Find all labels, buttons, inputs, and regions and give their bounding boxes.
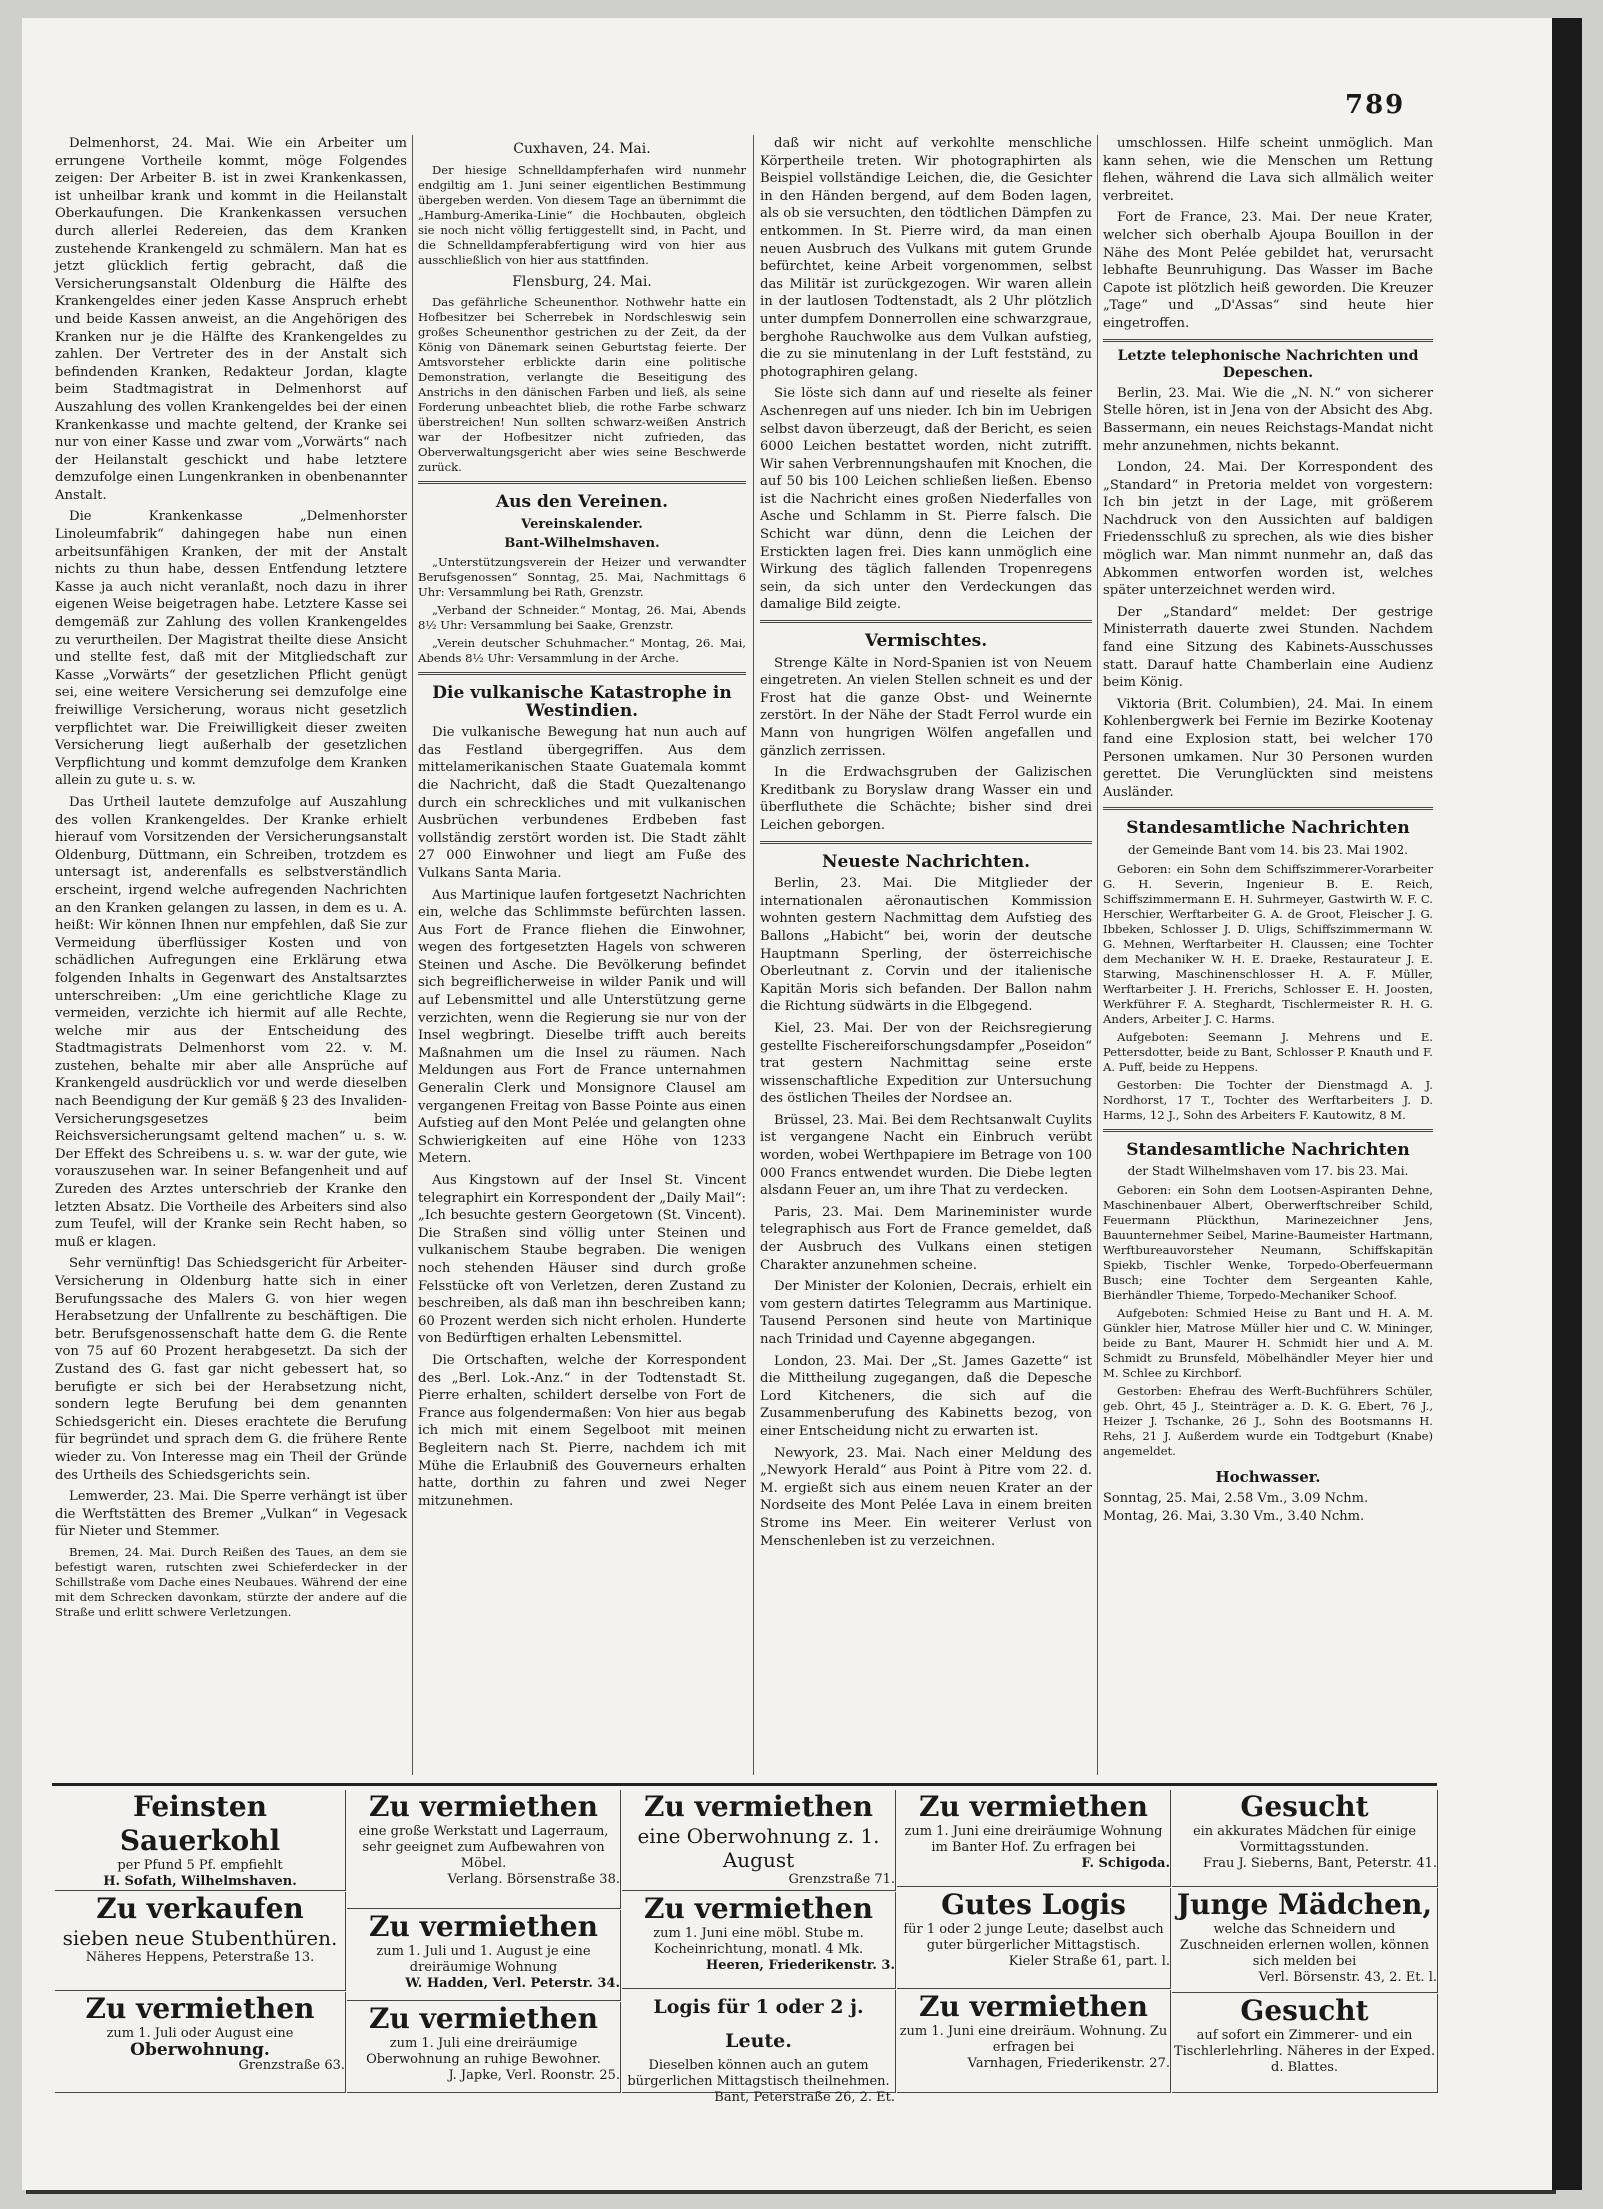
ad-signature: Verlang. Börsenstraße 38.	[447, 1872, 620, 1887]
book-binding-edge	[1552, 18, 1582, 2190]
article-text: Aus Martinique laufen fortgesetzt Nachrichten ein, welche das Schlimmste befürchten lassen. Aus Fort de France fliehen die Einwohner, wegen des fortgesetzten Hagels von schweren Steinen und Asche. Die Bevölkerung befindet sich begreiflicherweise in wilder Panik und will auf Lebensmittel und alle Unterstützung gerne verzichten, wenn die Regierung sie nur von der Insel wegbringt. Dieselbe trifft auch bereits Maßnahmen um die Insel zu räumen. Nach Meldungen aus Fort de France unternahmen Generalin Clerk und Monsignore Clausel am vergangenen Freitag von Basse Pointe aus einen Aufstieg auf den Mont Pelée und gelangten ohne Schwierigkeiten auf eine Höhe von 1233 Metern.	[418, 887, 747, 1167]
ad-oberwohnung-juli	[347, 2002, 621, 2093]
club-entry: „Unterstützungsverein der Heizer und verwandter Berufsgenossen“ Sonntag, 25. Mai, Nachmittags 6 Uhr: Versammlung bei Rath, Grenzstr.	[418, 554, 746, 599]
ad-text: zum 1. Juni eine dreiräumige Wohnung im Banter Hof. Zu erfragen bei	[904, 1824, 1163, 1855]
column-1	[55, 135, 407, 1624]
page-number: 789	[1345, 90, 1406, 120]
club-entry: „Verband der Schneider.“ Montag, 26. Mai, Abends 8½ Uhr: Versammlung bei Saake, Grenzstr.	[418, 602, 746, 632]
article-text: Sie löste sich dann auf und rieselte als feiner Aschenregen auf uns nieder. Ich bin im Uebrigen selbst davon überzeugt, daß der Bericht, es seien 6000 Leichen bestattet worden, nicht zutrifft. Wir sahen Verbrennungshaufen mit Knochen, die auf 50 bis 100 Leichen schließen ließen. Ebenso ist die Nachricht eines großen Niederfalles von Asche und Schlamm in St. Pierre falsch. Die Schicht war dünn, denn die Leichen der Erstickten lagen frei. Dies kann unmöglich eine Wirkung des täglich fallenden Tropenregens sein, da sich unter den Verdeckungen das damalige Bild zeigte.	[760, 386, 1092, 613]
ad-headline: Feinsten Sauerkohl	[119, 1790, 281, 1857]
tide-line: Sonntag, 25. Mai, 2.58 Vm., 3.09 Nchm.	[1103, 1491, 1369, 1507]
ad-wohnung-juli	[347, 1910, 621, 2001]
ad-headline: Gesucht	[1240, 1994, 1369, 2027]
ad-signature: Grenzstraße 71.	[788, 1872, 895, 1887]
article-text: Das gefährliche Scheunenthor. Nothwehr hatte ein Hofbesitzer bei Scherrebek in Nordschleswig sein großes Scheunenthor gestrichen zu der Zeit, da der König von Dänemark seinen Geburtstag feierte. Der Amtsvorsteher erblickte darin eine politische Demonstration, verlangte die Beseitigung des Anstrichs in den dänischen Farben und ließ, als seine Forderung unbeachtet blieb, die rothe Farbe schwarz überstreichen! Nun sollten schwarz-weißen Anstrich war der Hofbesitzer nicht zufrieden, das Oberverwaltungsgericht aber wies seine Beschwerde zurück.	[418, 295, 746, 475]
registry-entry: Gestorben: Die Tochter der Dienstmagd A. J. Nordhorst, 17 T., Tochter des Werftarbeiters J. D. Harms, 12 J., Sohn des Arbeiters F. Kautowitz, 8 M.	[1103, 1077, 1433, 1122]
ad-text: ein akkurates Mädchen für einige Vormittagsstunden.	[1192, 1824, 1417, 1855]
ad-text: welche das Schneidern und Zuschneiden erlernen wollen, können sich melden bei	[1179, 1922, 1430, 1969]
section-heading: Vermischtes.	[864, 631, 988, 652]
ad-dreiraeum-wohnung	[897, 1990, 1171, 2093]
ad-headline: Logis für 1 oder 2 j. Leute.	[653, 1996, 864, 2052]
ad-headline: Junge Mädchen,	[1176, 1888, 1433, 1921]
dateline: Flensburg, 24. Mai.	[512, 273, 652, 290]
section-heading: Standesamtliche Nachrichten	[1126, 1139, 1410, 1160]
section-heading: Letzte telephonische Nachrichten und Depeschen.	[1117, 347, 1419, 382]
article-text: London, 23. Mai. Der „St. James Gazette“ ist die Mittheilung zugegangen, daß die Depesche Lord Kitcheners, die sich auf die Zusammenberufung des Kabinetts bezog, von einer Entscheidung nicht zu erwarten ist.	[760, 1353, 1092, 1439]
column-3	[760, 135, 1092, 1554]
article-text: Strenge Kälte in Nord-Spanien ist von Neuem eingetreten. An vielen Stellen schneit es und der Frost hat die ganze Obst- und Weinernte zerstört. In der Nähe der Stadt Ferrol wurde ein Mann von hungrigen Wölfen angefallen und gänzlich zerrissen.	[760, 655, 1092, 759]
article-text: Viktoria (Brit. Columbien), 24. Mai. In einem Kohlenbergwerk bei Fernie im Bezirke Kootenay fand eine Explosion statt, bei welcher 170 Personen umkamen. Nur 30 Personen wurden gerettet. Die Verunglückten sind meistens Ausländer.	[1103, 696, 1433, 800]
ad-werkstatt	[347, 1790, 621, 1909]
divider	[760, 620, 1092, 623]
article-text: Fort de France, 23. Mai. Der neue Krater, welcher sich oberhalb Ajoupa Bouillon in der Nähe des Mont Pelée gebildet hat, verursacht lebhafte Beunruhigung. Das Wasser im Bache Capote ist plötzlich heiß geworden. Die Kreuzer „Tage“ und „D'Assas“ sind heute hier eingetroffen.	[1103, 210, 1433, 331]
section-heading: Standesamtliche Nachrichten	[1126, 818, 1410, 839]
dateline: Cuxhaven, 24. Mai.	[513, 141, 651, 157]
ad-text: per Pfund 5 Pf. empfiehlt	[117, 1858, 283, 1873]
section-subheading: Bant-Wilhelmshaven.	[504, 536, 660, 552]
section-heading: Aus den Vereinen.	[495, 492, 669, 513]
article-text: Brüssel, 23. Mai. Bei dem Rechtsanwalt Cuylits ist vergangene Nacht ein Einbruch verübt worden, wobei Werthpapiere im Betrage von 100 000 Francs entwendet wurden. Die Diebe legten alsdann Feuer an, um ihre That zu verdecken.	[760, 1112, 1092, 1199]
column-4	[1103, 135, 1433, 1526]
section-subheading: der Stadt Wilhelmshaven vom 17. bis 23. Mai.	[1127, 1164, 1409, 1179]
ad-text: eine große Werkstatt und Lagerraum, sehr geeignet zum Aufbewahren von Möbel.	[358, 1824, 609, 1871]
ad-text: zum 1. Juni eine möbl. Stube m. Kocheinrichtung, monatl. 4 Mk.	[653, 1926, 864, 1957]
article-text: Berlin, 23. Mai. Wie die „N. N.“ von sicherer Stelle hören, ist in Jena von der Absicht des Abg. Bassermann, ein neues Reichstags-Mandat nicht mehr anzunehmen, nichts bekannt.	[1103, 385, 1433, 454]
article-text: Newyork, 23. Mai. Nach einer Meldung des „Newyork Herald“ aus Point à Pitre vom 22. d. M. ergießt sich aus einem neuen Krater an der Nordseite des Mont Pelée Lava in einem breiten Strome ins Meer. Ein weiterer Verlust von Menschenleben ist zu verzeichnen.	[760, 1445, 1092, 1549]
ad-headline: Zu vermiethen	[644, 1790, 873, 1823]
section-subheading: der Gemeinde Bant vom 14. bis 23. Mai 1902.	[1128, 842, 1408, 857]
column-rule	[1097, 135, 1098, 1775]
ad-oberwohnung-august	[622, 1790, 896, 1891]
ad-headline: Zu vermiethen	[919, 1990, 1148, 2023]
ad-gesucht-maedchen	[1172, 1790, 1438, 1887]
ad-text: zum 1. Juli eine dreiräumige Oberwohnung an ruhige Bewohner.	[366, 2036, 601, 2067]
ad-signature: Bant, Peterstraße 26, 2. Et.	[714, 2090, 895, 2105]
article-text: London, 24. Mai. Der Korrespondent des „Standard“ in Pretoria meldet von vorgestern: Ich bin jetzt in der Lage, mit größerem Nachdruck von den Aussichten auf baldigen Friedensschluß zu sprechen, als wie dies bisher möglich war. Man nimmt nunmehr an, daß das Abkommen entworfen worden ist, welches später unterzeichnet werden wird.	[1103, 460, 1433, 599]
ad-banter-hof	[897, 1790, 1171, 1887]
ad-text: eine Oberwohnung z. 1. August	[637, 1824, 880, 1872]
ad-signature: Kieler Straße 61, part. l.	[1008, 1954, 1170, 1969]
ad-signature: Heeren, Friederikenstr. 3.	[706, 1958, 895, 1973]
ad-oberwohnung	[55, 1992, 346, 2093]
tide-line: Montag, 26. Mai, 3.30 Vm., 3.40 Nchm.	[1103, 1508, 1365, 1524]
divider	[418, 672, 746, 675]
ad-headline: Zu vermiethen	[85, 1992, 315, 2025]
ad-signature: W. Hadden, Verl. Peterstr. 34.	[405, 1976, 620, 1991]
section-heading: Hochwasser.	[1215, 1467, 1321, 1486]
ad-headline: Zu vermiethen	[369, 1910, 598, 1943]
article-text: Die Krankenkasse „Delmenhorster Linoleumfabrik“ dahingegen habe nun einen arbeitsunfähigen Kranken, der mit der Anstalt nichts zu thun habe, dessen Entfendung letztere Kasse ja auch nicht veranlaßt, noch dazu in ihrer eigenen Weise beigetragen habe. Letztere Kasse sei demgemäß zur Zahlung des vollen Krankengeldes zu verurtheilen. Der Magistrat theilte diese Ansicht und stellte fest, daß mit der Mitgliedschaft zur Kasse „Vorwärts“ der gesetzlichen Pflicht genügt sei, eine weitere Versicherung sei demzufolge eine freiwillige Versicherung, woraus nicht gesetzlich verpflichtet war. Die Freiwilligkeit dieser zweiten Versicherung liegt außerhalb der gesetzlichen Verpflichtung und kommt demzufolge dem Kranken allein zu gute u. s. w.	[55, 509, 407, 789]
ad-signature: H. Sofath, Wilhelmshaven.	[103, 1874, 297, 1889]
ad-signature: Grenzstraße 63.	[238, 2058, 345, 2073]
article-text: Lemwerder, 23. Mai. Die Sperre verhängt ist über die Werftstätten des Bremer „Vulkan“ in Vegesack für Nieter und Stemmer.	[55, 1489, 407, 1540]
ad-gutes-logis	[897, 1888, 1171, 1989]
column-2	[418, 135, 746, 1514]
registry-entry: Aufgeboten: Seemann J. Mehrens und E. Pettersdotter, beide zu Bant, Schlosser P. Knauth und F. A. Puff, beide zu Heppens.	[1103, 1029, 1433, 1074]
article-text: Sehr vernünftig! Das Schiedsgericht für Arbeiter-Versicherung in Oldenburg hatte sich in einer Berufungssache des Malers G. von hier wegen Herabsetzung der Unfallrente zu beschäftigen. Die betr. Berufsgenossenschaft hatte dem G. die Rente von 75 auf 60 Prozent herabgesetzt. Da sich der Zustand des G. fast gar nicht gebessert hat, so berufigte er sich bei der Herabsetzung nicht, sondern legte Berufung bei dem genannten Schiedsgericht ein. Dieses erachtete die Berufung für begründet und sprach dem G. die frühere Rente wieder zu. Von Interesse mag ein Theil der Gründe des Urtheils des Schiedsgerichts sein.	[55, 1256, 407, 1483]
ad-text: zum 1. Juli und 1. August je eine dreiräumige Wohnung	[376, 1944, 591, 1975]
club-entry: „Verein deutscher Schuhmacher.“ Montag, 26. Mai, Abends 8½ Uhr: Versammlung in der Arche.	[418, 635, 746, 665]
divider	[418, 481, 746, 484]
column-rule	[412, 135, 413, 1775]
registry-entry: Aufgeboten: Schmied Heise zu Bant und H. A. M. Günkler hier, Matrose Müller hier und C. W. Mininger, beide zu Bant, Maurer H. Schmidt hier und A. M. Schmidt zu Brunsfeld, Möbelhändler Meyer hier und M. Schlee zu Kirchborf.	[1103, 1305, 1433, 1380]
ad-text: für 1 oder 2 junge Leute; daselbst auch guter bürgerlicher Mittagstisch.	[903, 1922, 1164, 1953]
ad-signature: J. Japke, Verl. Roonstr. 25.	[448, 2068, 620, 2083]
ad-headline: Zu vermiethen	[369, 1790, 598, 1823]
ad-junge-maedchen	[1172, 1888, 1438, 1993]
section-subheading: Vereinskalender.	[521, 516, 643, 532]
ad-text: sieben neue Stubenthüren.	[62, 1926, 338, 1950]
ad-text: zum 1. Juli oder August eine	[106, 2026, 294, 2041]
ad-text: auf sofort ein Zimmerer- und ein Tischlerlehrling. Näheres in der Exped. d. Blattes.	[1173, 2028, 1436, 2075]
ad-moebl-stube	[622, 1892, 896, 1989]
ad-text: zum 1. Juni eine dreiräum. Wohnung. Zu erfragen bei	[899, 2024, 1168, 2055]
registry-entry: Gestorben: Ehefrau des Werft-Buchführers Schüler, geb. Ohrt, 45 J., Steinträger a. D. K. G. Ebert, 76 J., Heizer J. Tschanke, 26 J., Sohn des Bootsmanns H. Rehs, 21 J. Außerdem wurde ein Todtgeburt (Knabe) angemeldet.	[1103, 1383, 1433, 1458]
registry-entry: Geboren: ein Sohn dem Lootsen-Aspiranten Dehne, Maschinenbauer Albert, Oberwerftschreiber Schild, Feuermann Plückthun, Marinezeichner Jens, Bauunternehmer Seibel, Marine-Baumeister Hartmann, Werftbureauvorsteher Neumann, Schiffskapitän Spiekb, Tischler Wenke, Torpedo-Oberfeuermann Busch; eine Tochter dem Sergeanten Kahle, Bierhändler Thieme, Torpedo-Mechaniker Schoof.	[1103, 1182, 1433, 1302]
ad-signature: Näheres Heppens, Peterstraße 13.	[85, 1950, 315, 1965]
ad-text: Oberwohnung.	[130, 2040, 270, 2060]
ad-headline: Zu vermiethen	[644, 1892, 873, 1925]
article-text: Kiel, 23. Mai. Der von der Reichsregierung gestellte Fischereiforschungsdampfer „Poseidon“ trat gestern Nachmittag seine erste wissenschaftliche Expedition zur Untersuchung des östlichen Theiles der Nordsee an.	[760, 1020, 1092, 1107]
ad-text: Dieselben können auch an gutem bürgerlichen Mittagstisch theilnehmen.	[627, 2058, 890, 2089]
ad-gesucht-lehrling	[1172, 1994, 1438, 2093]
ad-signature: Frau J. Sieberns, Bant, Peterstr. 41.	[1202, 1856, 1437, 1871]
article-text: Der hiesige Schnelldampferhafen wird nunmehr endgiltig am 1. Juni seiner eigentlichen Bestimmung übergeben werden. Von diesem Tage an übernimmt die „Hamburg-Amerika-Linie“ die Hochbauten, obgleich sie noch nicht völlig fertiggestellt sind, in Pacht, und die Schnelldampferabfertigung wird von hier aus ausschließlich von hier aus stattfinden.	[418, 162, 746, 267]
ads-divider	[52, 1783, 1437, 1786]
ad-signature: Varnhagen, Friederikenstr. 27.	[967, 2056, 1170, 2071]
section-heading: Die vulkanische Katastrophe in Westindien.	[432, 682, 732, 721]
article-text: Bremen, 24. Mai. Durch Reißen des Taues, an dem sie befestigt waren, rutschten zwei Schieferdecker in der Schillstraße vom Dache eines Neubaues. Während der eine mit dem Schrecken davonkam, stürzte der andere auf die Straße und erlitt schwere Verletzungen.	[55, 1544, 407, 1619]
ad-headline: Zu vermiethen	[919, 1790, 1148, 1823]
column-rule	[753, 135, 754, 1775]
article-text: Delmenhorst, 24. Mai. Wie ein Arbeiter um errungene Vortheile kommt, möge Folgendes zeigen: Der Arbeiter B. ist in zwei Krankenkassen, ist unheilbar krank und kommt in die Heilanstalt Oberkaufungen. Die Krankenkassen versuchen durch allerlei Redereien, das dem Kranken zustehende Krankengeld zu schmälern. Man hat es jetzt glücklich fertig gebracht, daß die Versicherungsanstalt Oldenburg die Hälfte des Krankengeldes einer jeden Kasse Anspruch erhebt und beide Kassen anweist, an die Angehörigen des Kranken nur je die Hälfte des Krankengeldes zu zahlen. Der Vertreter des in der Anstalt sich befindenden Kranken, Redakteur Jordan, klagte beim Stadtmagistrat in Delmenhorst auf Auszahlung des vollen Krankengeldes bei der einen Krankenkasse und machte geltend, der Kranke sei nur von einer Kasse und zwar vom „Vorwärts“ nach der Heilanstalt geschickt und habe letztere demzufolge einen Lungenkranken in obenbenannter Anstalt.	[55, 136, 407, 503]
ad-zu-verkaufen	[55, 1892, 346, 1991]
registry-entry: Geboren: ein Sohn dem Schiffszimmerer-Vorarbeiter G. H. Severin, Ingenieur B. E. Reich, Schiffszimmermann E. H. Suhrmeyer, Gastwirth W. F. C. Herschier, Werftarbeiter G. A. de Groot, Fleischer J. G. Ibbeken, Schlosser J. D. Uligs, Schiffszimmermann W. G. Mehnen, Werftarbeiter H. Claussen; eine Tochter dem Mechaniker W. H. E. Draeke, Restaurateur J. E. Starwing, Maschinenschlosser H. A. F. Müller, Werftarbeiter J. H. Frerichs, Schlosser E. H. Joosten, Werkführer F. A. Steghardt, Tischlermeister R. H. G. Anders, Arbeiter J. C. Harms.	[1103, 861, 1433, 1026]
article-text: In die Erdwachsgruben der Galizischen Kreditbank zu Boryslaw drang Wasser ein und überfluthete die Schächte; bisher sind drei Leichen geborgen.	[760, 765, 1092, 833]
article-text: Das Urtheil lautete demzufolge auf Auszahlung des vollen Krankengeldes. Der Kranke erhielt hierauf vom Vorsitzenden der Versicherungsanstalt Oldenburg, Düttmann, ein Schreiben, trotzdem es untersagt ist, anderenfalls es selbstverständlich erscheint, irgend welche aufregenden Nachrichten an den Kranken gelangen zu lassen, in dem es u. A. heißt: Wir können Ihnen nur empfehlen, daß Sie zur Vermeidung überflüssiger Kosten und von schädlichen Aufregungen eine Erklärung etwa folgenden Inhalts in Gegenwart des Anstaltsarztes unterschreiben: „Um eine gerichtliche Klage zu vermeiden, verzichte ich hiermit auf alle Rechte, welche mir aus der Entscheidung des Stadtmagistrats Delmenhorst vom 22. v. M. zustehen, behalte mir aber alle Ansprüche auf Krankengeld ausdrücklich vor und werde dieselben nach Beendigung der Kur gemäß § 23 des Invaliden-Versicherungsgesetzes beim Reichsversicherungsamt geltend machen“ u. s. w. Der Effekt des Schreibens u. s. w. war der gute, wie vorauszusehen war. In seiner Befangenheit und auf Zureden des Arztes unterschrieb der Kranke den letzten Absatz. Die Vortheile des Arbeiters sind also zum Teufel, will der Kranke sein Recht haben, so muß er klagen.	[55, 794, 407, 1250]
article-text: Der Minister der Kolonien, Decrais, erhielt ein vom gestern datirtes Telegramm aus Martinique. Tausend Personen sind heute von Martinique nach Trinidad und Cayenne abgegangen.	[760, 1279, 1092, 1347]
ad-headline: Zu vermiethen	[369, 2002, 598, 2035]
article-text: Aus Kingstown auf der Insel St. Vincent telegraphirt ein Korrespondent der „Daily Mail“: „Ich besuchte gestern Georgetown (St. Vincent). Die Straßen sind völlig unter Steinen und vulkanischem Staube begraben. Die wenigen noch stehenden Häuser sind durch große Felsstücke oft von Verletzen, deren Zustand zu beschreiben, als daß man ihn beschreiben kann; 60 Prozent werden sich nicht erholen. Hunderte von Bedürftigen erhalten Lebensmittel.	[418, 1173, 746, 1347]
article-text: Die Ortschaften, welche der Korrespondent des „Berl. Lok.-Anz.“ in der Todtenstadt St. Pierre erhalten, schildert derselbe von Fort de France aus folgendermaßen: Von hier aus begab ich mich mit einem Segelboot mit meinen Begleitern nach St. Pierre, nachdem ich mit Mühe die Erlaubniß des Gouverneurs erhalten hatte, dorthin zu fahren und zwei Neger mitzunehmen.	[418, 1352, 746, 1509]
divider	[1103, 807, 1433, 810]
ad-headline: Gutes Logis	[941, 1888, 1126, 1921]
section-heading: Neueste Nachrichten.	[821, 851, 1031, 872]
divider	[760, 841, 1092, 844]
divider	[1103, 339, 1433, 342]
article-text: umschlossen. Hilfe scheint unmöglich. Man kann sehen, wie die Menschen um Rettung flehen, während die Lava sich allmälich weiter verbreitet.	[1103, 136, 1433, 204]
ad-signature: F. Schigoda.	[1081, 1856, 1170, 1871]
ad-headline: Zu verkaufen	[96, 1892, 304, 1925]
ad-headline: Gesucht	[1240, 1790, 1369, 1823]
ad-signature: Verl. Börsenstr. 43, 2. Et. l.	[1258, 1970, 1437, 1985]
article-text: Die vulkanische Bewegung hat nun auch auf das Festland übergegriffen. Aus dem mittelamerikanischen Staate Guatemala kommt die Nachricht, daß die Stadt Quezaltenango durch ein schreckliches und mit vulkanischen Ausbrüchen verbundenes Erdbeben fast vollständig zerstört worden ist. Die Stadt zählt 27 000 Einwohner und liegt am Fuße des Vulkans Santa Maria.	[418, 725, 746, 881]
article-text: Der „Standard“ meldet: Der gestrige Ministerrath dauerte zwei Stunden. Nachdem fand eine Sitzung des Kabinets-Ausschusses statt. Darauf hatte Chamberlain eine Audienz beim König.	[1103, 604, 1433, 691]
divider	[1103, 1129, 1433, 1132]
article-text: Paris, 23. Mai. Dem Marineminister wurde telegraphisch aus Fort de France gemeldet, daß der Ausbruch des Vulkans einen stetigen Charakter anzunehmen scheine.	[760, 1204, 1092, 1273]
article-text: Berlin, 23. Mai. Die Mitglieder der internationalen aëronautischen Kommission wohnten gestern Nachmittag dem Aufstieg des Ballons „Habicht“ bei, worin der deutsche Hauptmann Sperling, der österreichische Oberleutnant z. Corvin und der italienische Kapitän Moris sich befanden. Der Ballon nahm die Richtung südwärts in die Elbgegend.	[760, 876, 1092, 1015]
ad-sauerkohl	[55, 1790, 346, 1891]
article-text: daß wir nicht auf verkohlte menschliche Körpertheile treten. Wir photographirten als Beispiel vollständige Leichen, die, die Gesichter in den Händen bergend, auf dem Boden lagen, als ob sie versuchten, den tödtlichen Dämpfen zu entkommen. In St. Pierre wird, da man einen neuen Ausbruch des Vulkans mit gutem Grunde befürchtet, keine Arbeit vorgenommen, selbst das Militär ist zurückgezogen. Wir waren allein in der lautlosen Todtenstadt, als 2 Uhr plötzlich unter dumpfem Donnerrollen eine schwarzgraue, berghohe Rauchwolke aus dem Vulkan aufstieg, die zu sie minutenlang in der Luft festständ, zu photographiren gelang.	[760, 136, 1092, 380]
ad-logis	[622, 1990, 896, 2105]
